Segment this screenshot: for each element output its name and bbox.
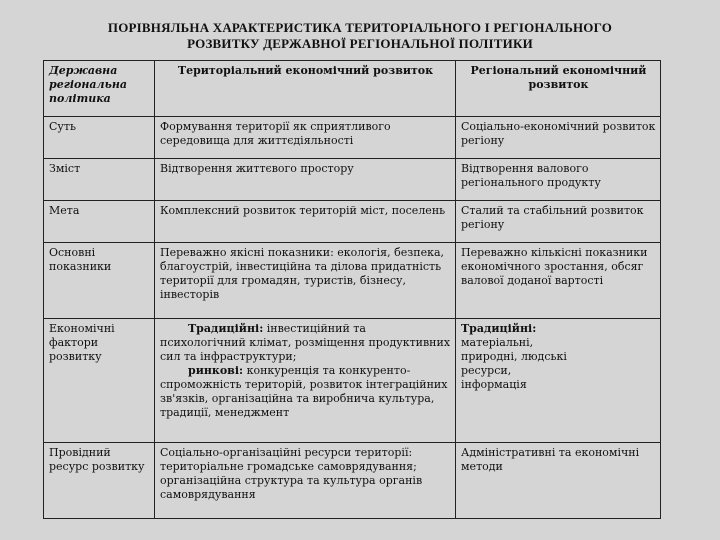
traditional-text: інвестиційний та психологічний клімат, розміщення продуктивних сил та інфраструктури; — [160, 322, 451, 363]
table-row — [44, 117, 661, 159]
territorial-cell: Відтворення життєвого простору — [155, 159, 456, 201]
territorial-cell — [155, 319, 456, 443]
comparison-table — [43, 60, 661, 519]
table-row — [44, 243, 661, 319]
row-label: Економічні фактори розвитку — [44, 319, 155, 443]
regional-cell: Адміністративні та економічні методи — [456, 443, 661, 519]
regional-traditional-lead: Традиційні: — [461, 322, 537, 335]
table-header-row — [44, 61, 661, 117]
market-lead: ринкові: — [188, 364, 244, 377]
regional-cell: Відтворення валового регіонального продукту — [456, 159, 661, 201]
page-title — [40, 20, 680, 52]
row-label: Зміст — [44, 159, 155, 201]
table-row — [44, 319, 661, 443]
table-row — [44, 201, 661, 243]
header-territorial: Територіальний економічний розвиток — [155, 61, 456, 117]
title-line-1: ПОРІВНЯЛЬНА ХАРАКТЕРИСТИКА ТЕРИТОРІАЛЬНОГО І РЕГІОНАЛЬНОГО — [107, 20, 613, 35]
row-label: Мета — [44, 201, 155, 243]
header-policy: Державна регіональна політика — [44, 61, 155, 117]
territorial-cell: Переважно якісні показники: екологія, безпека, благоустрій, інвестиційна та ділова придатність території для громадян, туристів, бізнесу, інвесторів — [155, 243, 456, 319]
title-line-2: РОЗВИТКУ ДЕРЖАВНОЇ РЕГІОНАЛЬНОЇ ПОЛІТИКИ — [187, 36, 533, 51]
row-label: Основні показники — [44, 243, 155, 319]
regional-cell: Переважно кількісні показники економічного зростання, обсяг валової доданої вартості — [456, 243, 661, 319]
traditional-lead: Традиційні: — [188, 322, 264, 335]
regional-cell: Соціально-економічний розвиток регіону — [456, 117, 661, 159]
market-text: конкуренція та конкуренто-спроможність територій, розвиток інтеграційних зв'язків, організаційна та виробнича культура, традиції, менеджмент — [160, 364, 448, 419]
regional-cell — [456, 319, 661, 443]
territorial-cell: Комплексний розвиток територій міст, поселень — [155, 201, 456, 243]
table-row — [44, 159, 661, 201]
header-regional: Регіональний економічний розвиток — [456, 61, 661, 117]
row-label: Суть — [44, 117, 155, 159]
row-label: Провідний ресурс розвитку — [44, 443, 155, 519]
territorial-cell: Соціально-організаційні ресурси території: територіальне громадське самоврядування; організаційна структура та культура органів самоврядування — [155, 443, 456, 519]
table-row — [44, 443, 661, 519]
regional-traditional-text: матеріальні, природні, людські ресурси, інформація — [461, 336, 567, 391]
territorial-cell: Формування території як сприятливого середовища для життєдіяльності — [155, 117, 456, 159]
regional-cell: Сталий та стабільний розвиток регіону — [456, 201, 661, 243]
